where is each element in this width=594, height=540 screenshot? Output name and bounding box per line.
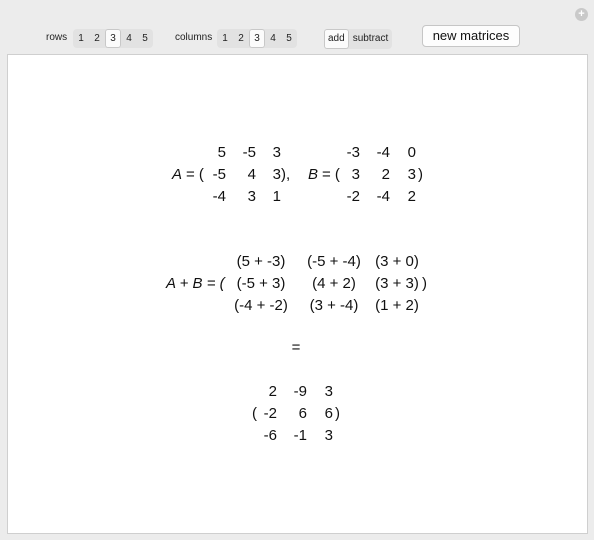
matrix-b-cell: 2 (407, 188, 416, 205)
subtract-option[interactable]: subtract (352, 33, 389, 44)
result-cell: -6 (263, 427, 277, 444)
matrix-a-close: ), (281, 166, 291, 183)
result-close: ) (335, 405, 340, 422)
sum-term: (-5 + 3) (236, 275, 286, 292)
matrix-a-cell: 3 (272, 166, 281, 183)
sum-term: (-4 + -2) (234, 297, 288, 314)
output-panel (7, 54, 588, 534)
matrix-b-cell: 0 (407, 144, 416, 161)
matrix-b-cell: -2 (346, 188, 360, 205)
sum-term: (5 + -3) (236, 253, 286, 270)
sum-term: (3 + 0) (375, 253, 419, 270)
columns-option-4[interactable]: 4 (270, 33, 276, 44)
columns-option-2[interactable]: 2 (238, 33, 244, 44)
rows-option-5[interactable]: 5 (142, 33, 148, 44)
matrix-a-cell: 4 (247, 166, 256, 183)
rows-label: rows (46, 32, 68, 43)
matrix-a-cell: 3 (247, 188, 256, 205)
rows-selector[interactable] (73, 29, 153, 48)
result-cell: 3 (324, 383, 333, 400)
close-icon[interactable]: + (575, 8, 588, 21)
matrix-b-cell: 3 (351, 166, 360, 183)
operation-selector[interactable] (324, 29, 392, 49)
result-cell: -9 (293, 383, 307, 400)
matrix-b-open: = ( (322, 166, 340, 183)
result-cell: -1 (293, 427, 307, 444)
matrix-b-cell: 2 (381, 166, 390, 183)
result-cell: 3 (324, 427, 333, 444)
rows-option-1[interactable]: 1 (78, 33, 84, 44)
matrix-b-close: ) (418, 166, 423, 183)
sum-term: (4 + 2) (312, 275, 356, 292)
columns-selector[interactable] (217, 29, 297, 48)
sum-term: (1 + 2) (375, 297, 419, 314)
rows-option-2[interactable]: 2 (94, 33, 100, 44)
result-cell: 6 (324, 405, 333, 422)
rows-option-3[interactable]: 3 (105, 29, 121, 48)
matrix-b-label: B (308, 166, 319, 183)
sum-close: ) (422, 275, 427, 292)
matrix-b-cell: -4 (376, 144, 390, 161)
matrix-b-cell: 3 (407, 166, 416, 183)
matrix-a-cell: -4 (212, 188, 226, 205)
equals-sign: = (291, 339, 301, 356)
result-cell: 6 (298, 405, 307, 422)
sum-term: (3 + -4) (309, 297, 359, 314)
result-cell: -2 (263, 405, 277, 422)
columns-option-3[interactable]: 3 (249, 29, 265, 48)
matrix-a-cell: -5 (242, 144, 256, 161)
matrix-a-label: A (172, 166, 183, 183)
matrix-a-cell: 3 (272, 144, 281, 161)
sum-term: (-5 + -4) (307, 253, 361, 270)
matrix-a-cell: -5 (212, 166, 226, 183)
sum-lhs: A + B = ( (166, 275, 225, 292)
new-matrices-button[interactable]: new matrices (422, 25, 520, 47)
columns-option-5[interactable]: 5 (286, 33, 292, 44)
columns-label: columns (175, 32, 213, 43)
matrix-b-cell: -4 (376, 188, 390, 205)
columns-option-1[interactable]: 1 (222, 33, 228, 44)
result-open: ( (252, 405, 257, 422)
sum-term: (3 + 3) (375, 275, 419, 292)
result-cell: 2 (268, 383, 277, 400)
rows-option-4[interactable]: 4 (126, 33, 132, 44)
matrix-a-cell: 1 (272, 188, 281, 205)
add-option[interactable]: add (324, 29, 349, 49)
matrix-b-cell: -3 (346, 144, 360, 161)
matrix-a-open: = ( (186, 166, 204, 183)
matrix-a-cell: 5 (217, 144, 226, 161)
